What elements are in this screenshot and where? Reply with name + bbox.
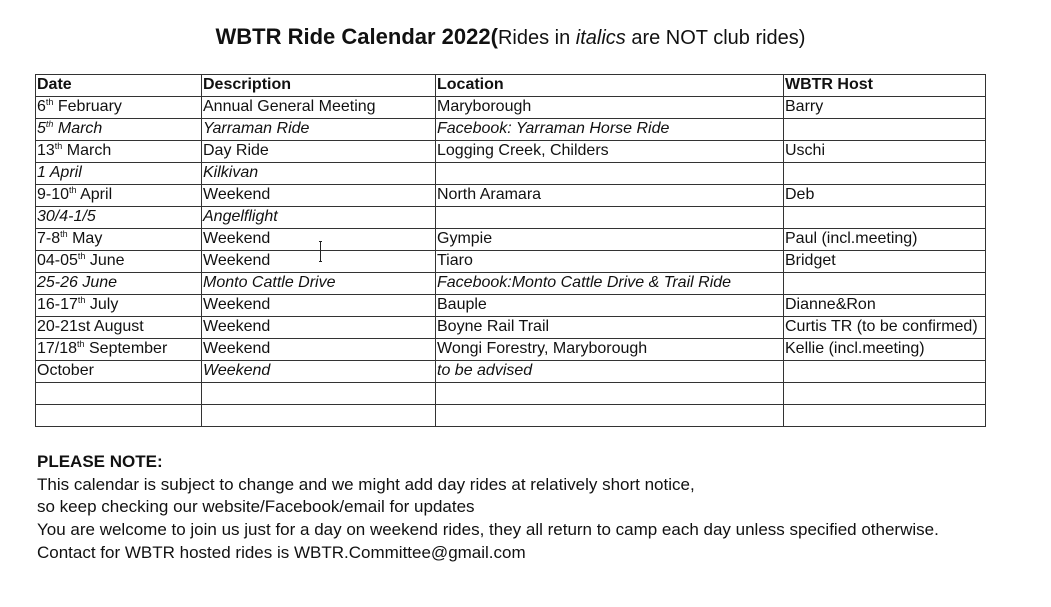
date-ordinal-suffix: th — [77, 295, 86, 305]
cell-host — [784, 119, 986, 141]
date-month: March — [53, 120, 103, 137]
cell-date — [36, 383, 202, 405]
cell-date — [36, 273, 202, 295]
cell-location — [436, 207, 784, 229]
cell-description: Monto Cattle Drive — [202, 273, 436, 295]
table-row — [36, 207, 986, 229]
date-text: 20-21st August — [37, 318, 144, 335]
date-ordinal-suffix: th — [77, 339, 85, 349]
cell-host — [784, 273, 986, 295]
cell-host: Uschi — [784, 141, 986, 163]
cell-host: Deb — [784, 185, 986, 207]
cell-description: Yarraman Ride — [202, 119, 436, 141]
cell-location: Wongi Forestry, Maryborough — [436, 339, 784, 361]
cell-location — [436, 163, 784, 185]
notes-line: This calendar is subject to change and we might add day rides at relatively short notice, — [37, 474, 695, 494]
cell-location: to be advised — [436, 361, 784, 383]
header-host: WBTR Host — [784, 75, 986, 97]
table-row — [36, 361, 986, 383]
date-month: September — [84, 340, 168, 357]
title-note-italic: italics — [575, 27, 626, 49]
cell-description — [202, 405, 436, 427]
cell-location: North Aramara — [436, 185, 784, 207]
date-text: 9-10 — [37, 186, 70, 203]
date-text: 6 — [37, 98, 46, 115]
notes-heading: PLEASE NOTE: — [37, 452, 163, 471]
cell-description — [202, 383, 436, 405]
cell-date — [36, 229, 202, 251]
cell-host — [784, 383, 986, 405]
table-header-row — [36, 75, 986, 97]
ride-calendar-table — [35, 74, 986, 427]
cell-host: Paul (incl.meeting) — [784, 229, 986, 251]
cell-description: Weekend — [202, 185, 436, 207]
title-note-post: are NOT club rides) — [625, 27, 806, 49]
cell-location — [436, 405, 784, 427]
cell-location: Facebook:Monto Cattle Drive & Trail Ride — [436, 273, 784, 295]
table-row — [36, 405, 986, 427]
date-month: May — [67, 230, 103, 247]
cell-host — [784, 207, 986, 229]
header-location: Location — [436, 75, 784, 97]
date-text: 16-17 — [37, 296, 78, 313]
cell-host: Kellie (incl.meeting) — [784, 339, 986, 361]
cell-host — [784, 163, 986, 185]
cell-date — [36, 317, 202, 339]
cell-date — [36, 405, 202, 427]
cell-host: Barry — [784, 97, 986, 119]
cell-date — [36, 339, 202, 361]
table-row — [36, 317, 986, 339]
cell-date — [36, 119, 202, 141]
date-ordinal-suffix: th — [69, 185, 77, 195]
cell-host — [784, 361, 986, 383]
cell-date — [36, 295, 202, 317]
cell-description: Weekend — [202, 295, 436, 317]
date-text: 13 — [37, 142, 55, 159]
cell-description: Angelflight — [202, 207, 436, 229]
date-text: 1 April — [37, 164, 82, 181]
cell-date — [36, 141, 202, 163]
header-description: Description — [202, 75, 436, 97]
date-month: February — [53, 98, 122, 115]
cell-host: Curtis TR (to be confirmed) — [784, 317, 986, 339]
cell-date — [36, 163, 202, 185]
table-row — [36, 273, 986, 295]
date-text: 25-26 June — [37, 274, 118, 291]
cell-location: Bauple — [436, 295, 784, 317]
cell-location: Logging Creek, Childers — [436, 141, 784, 163]
date-month: March — [62, 142, 112, 159]
cell-description: Weekend — [202, 361, 436, 383]
cell-description: Kilkivan — [202, 163, 436, 185]
table-row — [36, 97, 986, 119]
cell-location: Maryborough — [436, 97, 784, 119]
table-row — [36, 141, 986, 163]
table-row — [36, 163, 986, 185]
page-title — [0, 24, 1021, 50]
cell-date — [36, 185, 202, 207]
date-month: June — [85, 252, 125, 269]
cell-date — [36, 207, 202, 229]
cell-location: Facebook: Yarraman Horse Ride — [436, 119, 784, 141]
notes-line: so keep checking our website/Facebook/email for updates — [37, 497, 475, 517]
header-date: Date — [36, 75, 202, 97]
table-row — [36, 229, 986, 251]
notes-line: You are welcome to join us just for a day on weekend rides, they all return to camp each day unless specified otherwise. — [37, 520, 939, 540]
title-note-pre: Rides in — [497, 27, 576, 49]
cell-location: Tiaro — [436, 251, 784, 273]
table-row — [36, 383, 986, 405]
date-month: April — [76, 186, 113, 203]
date-text: October — [37, 362, 94, 379]
table-row — [36, 251, 986, 273]
cell-description: Weekend — [202, 251, 436, 273]
date-month: July — [85, 296, 119, 313]
cell-location: Boyne Rail Trail — [436, 317, 784, 339]
cell-host: Dianne&Ron — [784, 295, 986, 317]
date-text: 17/18 — [37, 340, 78, 357]
cell-description: Weekend — [202, 229, 436, 251]
cell-location: Gympie — [436, 229, 784, 251]
date-ordinal-suffix: th — [77, 251, 86, 261]
cell-host: Bridget — [784, 251, 986, 273]
date-text: 04-05 — [37, 252, 78, 269]
table-row — [36, 119, 986, 141]
notes-line: Contact for WBTR hosted rides is WBTR.Committee@gmail.com — [37, 542, 526, 562]
cell-description: Weekend — [202, 317, 436, 339]
table-row — [36, 339, 986, 361]
date-ordinal-suffix: th — [54, 141, 63, 151]
cell-description: Annual General Meeting — [202, 97, 436, 119]
date-ordinal-suffix: th — [60, 229, 68, 239]
table-row — [36, 295, 986, 317]
text-cursor-icon — [319, 241, 322, 263]
date-text: 30/4-1/5 — [37, 208, 96, 225]
title-main: WBTR Ride Calendar 2022( — [215, 24, 498, 49]
notes-section — [37, 451, 939, 565]
cell-date — [36, 97, 202, 119]
date-ordinal-suffix: th — [45, 97, 54, 107]
cell-date — [36, 361, 202, 383]
date-ordinal-suffix: th — [45, 119, 54, 129]
cell-description: Day Ride — [202, 141, 436, 163]
table-row — [36, 185, 986, 207]
cell-host — [784, 405, 986, 427]
date-text: 7-8 — [37, 230, 61, 247]
date-text: 5 — [37, 120, 46, 137]
cell-location — [436, 383, 784, 405]
cell-description: Weekend — [202, 339, 436, 361]
cell-date — [36, 251, 202, 273]
